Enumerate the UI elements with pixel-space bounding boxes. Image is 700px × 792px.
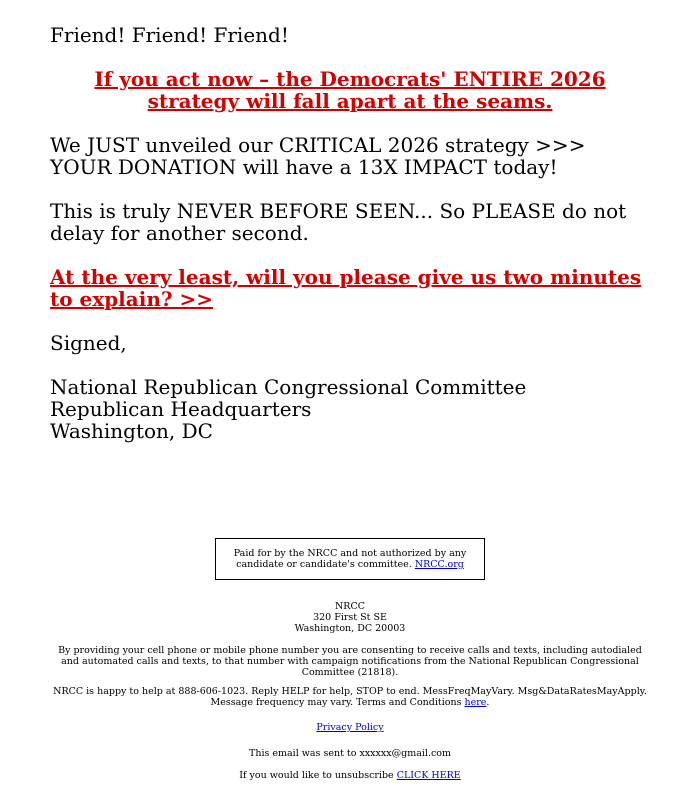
- signed-label: Signed,: [50, 331, 127, 355]
- paid-for-text: Paid for by the NRCC and not authorized by any candidate or candidate's committee.: [233, 548, 467, 570]
- unsubscribe-row: [48, 770, 652, 781]
- greeting: Friend! Friend! Friend!: [50, 23, 289, 47]
- paragraph-never-before-seen: This is truly NEVER BEFORE SEEN... So PLEASE do not delay for another second.: [50, 199, 627, 245]
- address-line: 320 First St SE: [313, 612, 387, 623]
- signature-line: Washington, DC: [50, 419, 213, 443]
- headline-link[interactable]: If you act now – the Democrats' ENTIRE 2026 strategy will fall apart at the seams.: [94, 67, 606, 113]
- privacy-row: [48, 722, 652, 733]
- signature-line: National Republican Congressional Committee: [50, 375, 527, 399]
- signature-line: Republican Headquarters: [50, 397, 312, 421]
- address-line: Washington, DC 20003: [294, 623, 406, 634]
- email-footer: [48, 538, 652, 781]
- period: .: [486, 697, 490, 708]
- paragraph-strategy: We JUST unveiled our CRITICAL 2026 strategy >>> YOUR DONATION will have a 13X IMPACT today!: [50, 133, 586, 179]
- unsubscribe-link[interactable]: CLICK HERE: [396, 770, 461, 781]
- terms-link[interactable]: here: [464, 697, 487, 708]
- unsubscribe-text: If you would like to unsubscribe: [239, 770, 394, 781]
- email-body: [50, 24, 650, 442]
- paid-for-disclaimer: [215, 538, 485, 580]
- mailing-address: [48, 601, 652, 634]
- address-line: NRCC: [334, 601, 365, 612]
- cta-link[interactable]: At the very least, will you please give us two minutes to explain? >>: [50, 265, 642, 311]
- nrcc-org-link[interactable]: NRCC.org: [414, 559, 464, 570]
- help-text: NRCC is happy to help at 888-606-1023. Reply HELP for help, STOP to end. MessFreqMayVary. Msg&DataRatesMayApply. Message frequency may vary. Terms and Conditions: [53, 686, 647, 708]
- sent-to-text: This email was sent to xxxxxx@gmail.com: [248, 748, 452, 759]
- signature-block: [50, 376, 650, 442]
- help-text-block: [48, 686, 652, 708]
- sms-consent-text: By providing your cell phone or mobile phone number you are consenting to receive calls and texts, including autodialed and automated calls and texts, to that number with campaign notifications from the National Republican Congressional Committee (21818).: [58, 645, 642, 678]
- privacy-policy-link[interactable]: Privacy Policy: [316, 722, 384, 733]
